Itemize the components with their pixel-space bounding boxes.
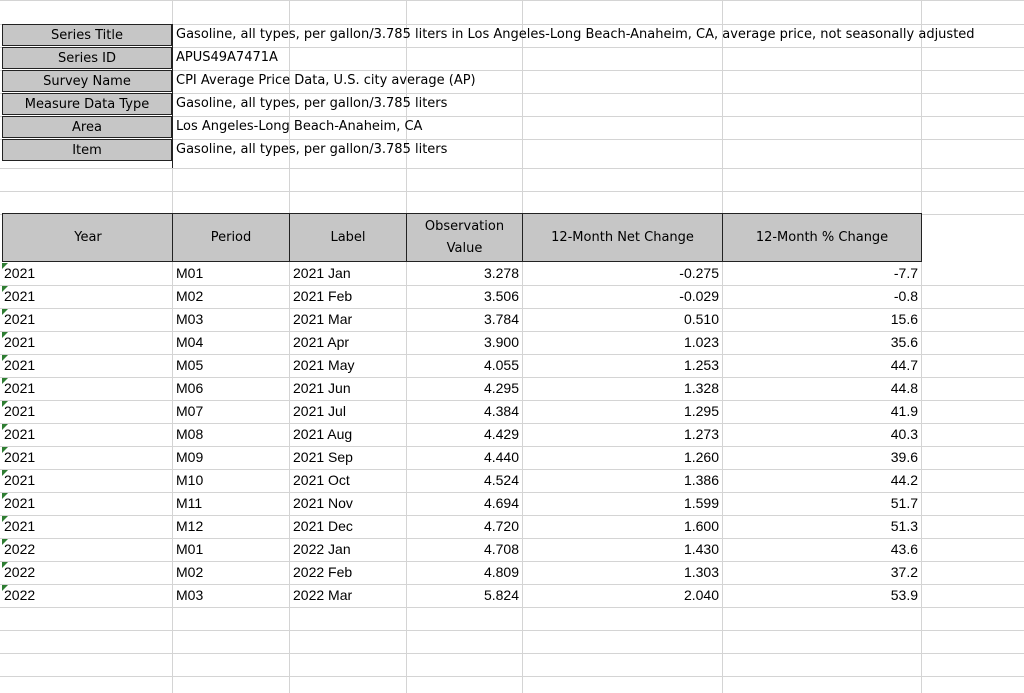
cell-observation-value[interactable]: 5.824 <box>483 587 519 603</box>
table-row <box>0 446 1024 469</box>
cell-year[interactable]: 2022 <box>4 541 36 557</box>
metadata-label[interactable]: Series Title <box>2 24 172 46</box>
cell-period[interactable]: M11 <box>176 495 203 511</box>
cell-observation-value[interactable]: 4.694 <box>483 495 519 511</box>
table-row <box>0 515 1024 538</box>
cell-period[interactable]: M02 <box>176 288 204 304</box>
cell-year[interactable]: 2021 <box>4 518 36 534</box>
cell-observation-value[interactable]: 4.295 <box>483 380 519 396</box>
table-row <box>0 308 1024 331</box>
cell-period[interactable]: M12 <box>176 518 204 534</box>
header-label-label: Label <box>330 229 366 245</box>
cell-observation-value[interactable]: 4.720 <box>483 518 519 534</box>
cell-net-change[interactable]: 0.510 <box>683 311 719 327</box>
cell-label[interactable]: 2021 Jul <box>293 403 346 419</box>
cell-period[interactable]: M03 <box>176 587 204 603</box>
cell-label[interactable]: 2022 Mar <box>293 587 353 603</box>
cell-period[interactable]: M08 <box>176 426 204 442</box>
cell-percent-change[interactable]: -0.8 <box>893 288 918 304</box>
row-gridline <box>0 607 1024 608</box>
cell-net-change[interactable]: -0.029 <box>679 288 719 304</box>
cell-year[interactable]: 2022 <box>4 587 36 603</box>
cell-net-change[interactable]: 1.386 <box>683 472 719 488</box>
metadata-value[interactable]: Gasoline, all types, per gallon/3.785 liters <box>176 142 448 157</box>
cell-label[interactable]: 2022 Feb <box>293 564 353 580</box>
metadata-value[interactable]: Gasoline, all types, per gallon/3.785 liters <box>176 96 448 111</box>
cell-period[interactable]: M01 <box>176 265 204 281</box>
cell-net-change[interactable]: 1.430 <box>683 541 719 557</box>
row-gridline <box>0 653 1024 654</box>
cell-period[interactable]: M10 <box>176 472 204 488</box>
row-gridline <box>0 676 1024 677</box>
cell-year[interactable]: 2021 <box>4 472 36 488</box>
metadata-value[interactable]: CPI Average Price Data, U.S. city average (AP) <box>176 73 476 88</box>
cell-percent-change[interactable]: 43.6 <box>890 541 918 557</box>
table-row <box>0 331 1024 354</box>
header-period[interactable] <box>172 213 290 262</box>
table-row <box>0 469 1024 492</box>
cell-net-change[interactable]: 1.303 <box>683 564 719 580</box>
cell-net-change[interactable]: 1.253 <box>683 357 719 373</box>
cell-net-change[interactable]: 1.600 <box>683 518 719 534</box>
table-row <box>0 492 1024 515</box>
row-gridline <box>0 191 1024 192</box>
cell-year[interactable]: 2021 <box>4 403 36 419</box>
cell-net-change[interactable]: 1.599 <box>683 495 719 511</box>
cell-percent-change[interactable]: 44.2 <box>890 472 918 488</box>
table-row <box>0 561 1024 584</box>
cell-net-change[interactable]: 1.295 <box>683 403 719 419</box>
cell-percent-change[interactable]: 44.7 <box>890 357 918 373</box>
table-row <box>0 423 1024 446</box>
cell-label[interactable]: 2021 Nov <box>293 495 353 511</box>
cell-percent-change[interactable]: -7.7 <box>893 265 918 281</box>
cell-observation-value[interactable]: 4.708 <box>483 541 519 557</box>
cell-year[interactable]: 2021 <box>4 288 36 304</box>
cell-observation-value[interactable]: 4.429 <box>483 426 519 442</box>
cell-net-change[interactable]: 1.328 <box>683 380 719 396</box>
cell-label[interactable]: 2021 Jun <box>293 380 351 396</box>
cell-label[interactable]: 2022 Jan <box>293 541 351 557</box>
cell-observation-value[interactable]: 4.524 <box>483 472 519 488</box>
header-observation-line2: Value <box>446 240 483 256</box>
header-observation-line1: Observation <box>424 218 505 234</box>
cell-observation-value[interactable]: 3.900 <box>483 334 519 350</box>
header-observation-value[interactable] <box>406 213 523 262</box>
cell-year[interactable]: 2021 <box>4 311 36 327</box>
cell-year[interactable]: 2021 <box>4 426 36 442</box>
header-observation-label <box>425 216 504 260</box>
cell-label[interactable]: 2021 Jan <box>293 265 351 281</box>
metadata-label[interactable]: Area <box>2 116 172 138</box>
cell-percent-change[interactable]: 39.6 <box>890 449 918 465</box>
cell-percent-change[interactable]: 37.2 <box>890 564 918 580</box>
cell-period[interactable]: M05 <box>176 357 204 373</box>
header-percent-change[interactable] <box>722 213 922 262</box>
metadata-label[interactable]: Series ID <box>2 47 172 69</box>
header-net-change-label: 12-Month Net Change <box>551 229 694 245</box>
cell-period[interactable]: M09 <box>176 449 204 465</box>
cell-observation-value[interactable]: 4.384 <box>483 403 519 419</box>
cell-year[interactable]: 2021 <box>4 449 36 465</box>
cell-percent-change[interactable]: 44.8 <box>890 380 918 396</box>
cell-label[interactable]: 2021 Dec <box>293 518 353 534</box>
cell-year[interactable]: 2021 <box>4 334 36 350</box>
metadata-value[interactable]: Los Angeles-Long Beach-Anaheim, CA <box>176 119 423 134</box>
cell-label[interactable]: 2021 Mar <box>293 311 353 327</box>
cell-percent-change[interactable]: 35.6 <box>890 334 918 350</box>
metadata-value[interactable]: APUS49A7471A <box>176 50 278 65</box>
cell-percent-change[interactable]: 51.7 <box>890 495 918 511</box>
cell-percent-change[interactable]: 40.3 <box>890 426 918 442</box>
table-row <box>0 285 1024 308</box>
cell-net-change[interactable]: 1.260 <box>683 449 719 465</box>
header-percent-change-label: 12-Month % Change <box>755 229 889 245</box>
cell-period[interactable]: M02 <box>176 564 204 580</box>
cell-year[interactable]: 2022 <box>4 564 36 580</box>
cell-label[interactable]: 2021 May <box>293 357 355 373</box>
row-gridline <box>0 168 1024 169</box>
cell-net-change[interactable]: 1.023 <box>683 334 719 350</box>
cell-net-change[interactable]: 2.040 <box>683 587 719 603</box>
cell-percent-change[interactable]: 41.9 <box>890 403 918 419</box>
cell-label[interactable]: 2021 Apr <box>293 334 350 350</box>
header-net-change[interactable] <box>522 213 723 262</box>
table-row <box>0 584 1024 607</box>
cell-label[interactable]: 2021 Sep <box>293 449 353 465</box>
cell-observation-value[interactable]: 3.506 <box>483 288 519 304</box>
header-label[interactable] <box>289 213 407 262</box>
cell-period[interactable]: M01 <box>176 541 204 557</box>
cell-year[interactable]: 2021 <box>4 265 36 281</box>
row-gridline <box>0 630 1024 631</box>
cell-percent-change[interactable]: 53.9 <box>890 587 918 603</box>
metadata-divider <box>172 24 173 168</box>
header-period-label: Period <box>210 229 252 245</box>
cell-year[interactable]: 2021 <box>4 495 36 511</box>
cell-observation-value[interactable]: 4.055 <box>483 357 519 373</box>
cell-period[interactable]: M04 <box>176 334 204 350</box>
header-year[interactable] <box>2 213 174 262</box>
cell-observation-value[interactable]: 4.440 <box>483 449 519 465</box>
cell-period[interactable]: M03 <box>176 311 204 327</box>
cell-net-change[interactable]: 1.273 <box>683 426 719 442</box>
table-row <box>0 377 1024 400</box>
cell-period[interactable]: M06 <box>176 380 204 396</box>
metadata-label[interactable]: Survey Name <box>2 70 172 92</box>
metadata-label[interactable]: Item <box>2 139 172 161</box>
cell-year[interactable]: 2021 <box>4 357 36 373</box>
table-row <box>0 354 1024 377</box>
cell-observation-value[interactable]: 3.278 <box>483 265 519 281</box>
cell-year[interactable]: 2021 <box>4 380 36 396</box>
table-row <box>0 538 1024 561</box>
row-gridline <box>0 0 1024 1</box>
metadata-value[interactable]: Gasoline, all types, per gallon/3.785 liters in Los Angeles-Long Beach-Anaheim, CA, average price, not seasonally adjusted <box>176 27 975 42</box>
cell-net-change[interactable]: -0.275 <box>679 265 719 281</box>
metadata-label[interactable]: Measure Data Type <box>2 93 172 115</box>
cell-observation-value[interactable]: 3.784 <box>483 311 519 327</box>
cell-observation-value[interactable]: 4.809 <box>483 564 519 580</box>
cell-period[interactable]: M07 <box>176 403 204 419</box>
cell-percent-change[interactable]: 15.6 <box>890 311 918 327</box>
cell-percent-change[interactable]: 51.3 <box>890 518 918 534</box>
cell-label[interactable]: 2021 Aug <box>293 426 353 442</box>
table-row <box>0 400 1024 423</box>
table-row <box>0 262 1024 285</box>
header-year-label: Year <box>74 229 102 245</box>
cell-label[interactable]: 2021 Feb <box>293 288 353 304</box>
cell-label[interactable]: 2021 Oct <box>293 472 350 488</box>
